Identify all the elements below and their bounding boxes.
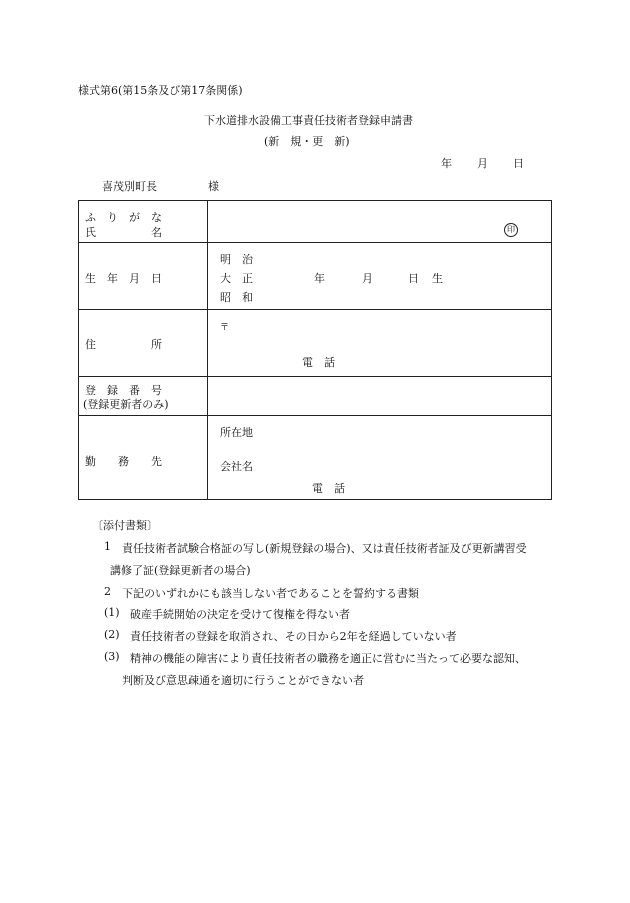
registration-note: (登録更新者のみ) — [83, 398, 169, 411]
registration-label-cell — [79, 377, 208, 416]
workplace-label-cell — [79, 416, 208, 500]
date-month-label: 月 — [477, 157, 488, 170]
form-subtitle: (新 規・更 新) — [264, 135, 350, 148]
address-row — [79, 310, 552, 377]
workplace-row — [79, 416, 552, 500]
work-location-label: 所在地 — [220, 426, 253, 439]
era-meiji: 明 治 — [220, 253, 253, 266]
attachment-2-sub1-number: (1) — [104, 606, 120, 619]
work-company-label: 会社名 — [220, 460, 253, 473]
birthdate-value-cell[interactable] — [208, 243, 552, 310]
workplace-value-cell[interactable] — [208, 416, 552, 500]
era-taisho: 大 正 — [220, 272, 253, 285]
attachment-1-number: 1 — [104, 540, 111, 553]
attachments-heading: 〔添付書類〕 — [92, 519, 158, 532]
work-phone-label: 電 話 — [312, 482, 345, 495]
attachment-2-sub1-text: 破産手続開始の決定を受けて復権を得ない者 — [130, 608, 350, 621]
seal-mark-icon: 印 — [504, 223, 518, 237]
addressee: 喜茂別町長 — [102, 180, 157, 193]
attachment-2-sub2-text: 責任技術者の登録を取消され、その日から2年を経過していない者 — [130, 630, 457, 643]
attachment-1-line2: 講修了証(登録更新者の場合) — [110, 564, 251, 577]
form-title: 下水道排水設備工事責任技術者登録申請書 — [204, 114, 413, 127]
attachment-1-line1: 責任技術者試験合格証の写し(新規登録の場合)、又は責任技術者証及び更新講習受 — [122, 542, 527, 555]
birthdate-label-cell — [79, 243, 208, 310]
name-label: 氏 名 — [85, 226, 162, 239]
date-day-label: 日 — [513, 157, 524, 170]
attachment-2-sub3-line1: 精神の機能の障害により責任技術者の職務を適正に営むに当たって必要な認知、 — [130, 652, 526, 665]
era-showa: 昭 和 — [220, 291, 253, 304]
date-year-label: 年 — [441, 157, 452, 170]
attachment-2-number: 2 — [104, 585, 111, 598]
address-phone-label: 電 話 — [302, 356, 335, 369]
birth-year-label: 年 — [314, 272, 325, 285]
registration-value-cell[interactable] — [208, 377, 552, 416]
birth-suffix: 生 — [432, 272, 443, 285]
registration-number-row — [79, 377, 552, 416]
name-value-cell[interactable] — [208, 201, 552, 243]
birthdate-row — [79, 243, 552, 310]
attachment-2-sub2-number: (2) — [104, 628, 120, 641]
application-form-table — [78, 200, 552, 500]
registration-number-label: 登 録 番 号 — [85, 384, 162, 397]
name-label-cell — [79, 201, 208, 243]
attachment-2-text: 下記のいずれかにも該当しない者であることを誓約する書類 — [122, 587, 419, 600]
address-label: 住 所 — [85, 338, 162, 351]
postal-mark-icon: 〒 — [220, 323, 230, 333]
name-row — [79, 201, 552, 243]
birth-month-label: 月 — [362, 272, 373, 285]
workplace-label: 勤 務 先 — [85, 455, 162, 468]
birth-day-label: 日 — [408, 272, 419, 285]
attachment-2-sub3-line2: 判断及び意思疎通を適切に行うことができない者 — [122, 674, 364, 687]
attachment-2-sub3-number: (3) — [104, 650, 120, 663]
birthdate-label: 生 年 月 日 — [85, 272, 162, 285]
furigana-label: ふ り が な — [85, 211, 162, 224]
address-value-cell[interactable] — [208, 310, 552, 377]
address-label-cell — [79, 310, 208, 377]
form-number: 様式第6(第15条及び第17条関係) — [78, 84, 243, 97]
honorific: 様 — [208, 180, 219, 193]
